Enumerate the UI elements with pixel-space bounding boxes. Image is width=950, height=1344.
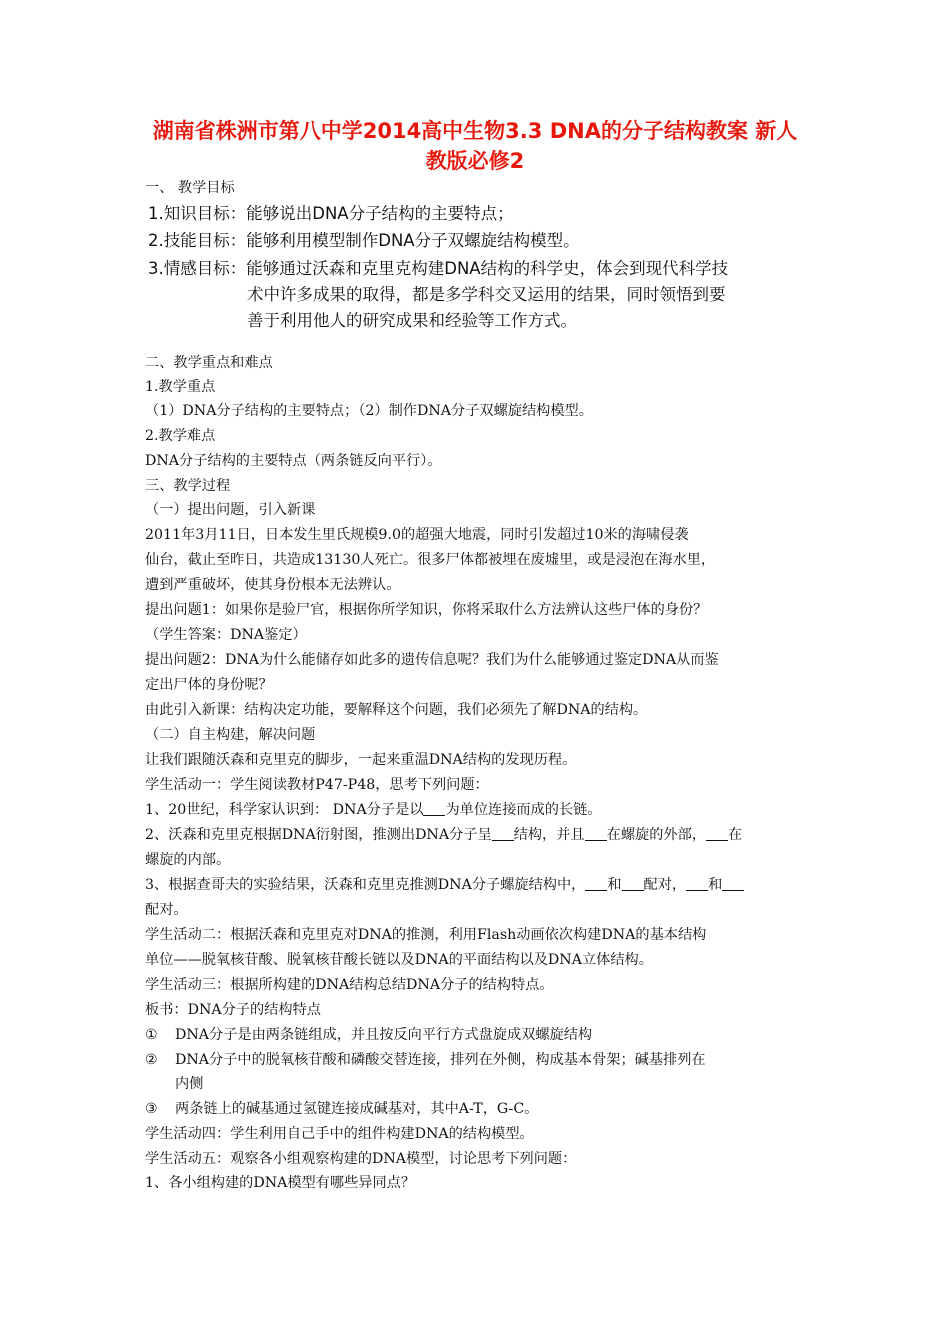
activity-2-line-1: 学生活动二：根据沃森和克里克对DNA的推测，利用Flash动画依次构建DNA的基本结构 [145, 927, 707, 943]
activity-5: 学生活动五：观察各小组观察构建的DNA模型，讨论思考下列问题： [145, 1151, 577, 1167]
difficulty-label: 2.教学难点 [145, 428, 216, 444]
question-2-line-2: 定出尸体的身份呢？ [145, 677, 273, 693]
question-1: 提出问题1：如果你是验尸官，根据你所学知识，你将采取什么方法辨认这些尸体的身份？ [145, 602, 708, 618]
intro-text: 由此引入新课：结构决定功能，要解释这个问题，我们必须先了解DNA的结构。 [145, 702, 648, 718]
objective-skill: 2.技能目标：能够利用模型制作DNA分子双螺旋结构模型。 [148, 231, 580, 250]
feature-1: ① DNA分子是由两条链组成，并且按反向平行方式盘旋成双螺旋结构 [145, 1024, 592, 1046]
answer-blank[interactable] [585, 825, 607, 841]
objective-emotion: 3.情感目标：能够通过沃森和克里克构建DNA结构的科学史，体会到现代科学技 [148, 259, 729, 278]
circled-number: ③ [145, 1101, 158, 1117]
answer-blank[interactable] [423, 800, 445, 816]
feature-3: ③ 两条链上的碱基通过氢键连接成碱基对，其中A-T，G-C。 [145, 1098, 538, 1120]
board-heading: 板书：DNA分子的结构特点 [145, 1002, 321, 1018]
answer-blank[interactable] [622, 875, 644, 891]
paragraph-earthquake-2: 仙台，截止至昨日，共造成13130人死亡。很多尸体都被埋在废墟里，或是浸泡在海水里， [145, 552, 716, 568]
key-points-label: 1.教学重点 [145, 379, 216, 395]
answer-blank[interactable] [706, 825, 728, 841]
key-points-text: （1）DNA分子结构的主要特点；（2）制作DNA分子双螺旋结构模型。 [145, 403, 593, 419]
difficulty-text: DNA分子结构的主要特点（两条链反向平行）。 [145, 453, 442, 469]
circled-number: ② [145, 1052, 158, 1068]
paragraph-earthquake-3: 遭到严重破坏，使其身份根本无法辨认。 [145, 577, 401, 593]
question-1-answer: （学生答案：DNA鉴定） [145, 627, 307, 643]
objective-emotion-cont-1: 术中许多成果的取得，都是多学科交叉运用的结果，同时领悟到要 [247, 285, 726, 304]
part2-heading: （二）自主构建，解决问题 [145, 727, 316, 743]
question-2-line-1: 提出问题2：DNA为什么能储存如此多的遗传信息呢？我们为什么能够通过鉴定DNA从而鉴 [145, 652, 719, 668]
section-heading-objectives: 一、 教学目标 [145, 180, 235, 196]
objective-emotion-cont-2: 善于利用他人的研究成果和经验等工作方式。 [247, 311, 577, 330]
fill-question-a: 1、20世纪，科学家认识到： DNA分子是以 为单位连接而成的长链。 [145, 802, 602, 818]
objective-knowledge: 1.知识目标：能够说出DNA分子结构的主要特点； [148, 204, 514, 223]
answer-blank[interactable] [722, 875, 744, 891]
final-question: 1、各小组构建的DNA模型有哪些异同点？ [145, 1175, 416, 1191]
answer-blank[interactable] [686, 875, 708, 891]
fill-question-b-cont: 螺旋的内部。 [145, 852, 231, 868]
feature-2-cont: 内侧 [175, 1076, 204, 1092]
fill-question-c: 3、根据查哥夫的实验结果，沃森和克里克推测DNA分子螺旋结构中， 和 配对， 和 [145, 874, 744, 896]
feature-2: ② DNA分子中的脱氧核苷酸和磷酸交替连接，排列在外侧，构成基本骨架；碱基排列在 [145, 1049, 706, 1071]
circled-number: ① [145, 1027, 158, 1043]
answer-blank[interactable] [492, 825, 514, 841]
paragraph-earthquake-1: 2011年3月11日，日本发生里氏规模9.0的超强大地震，同时引发超过10米的海啸侵袭 [145, 527, 689, 543]
title-line-2: 教版必修2 [425, 149, 525, 173]
section-heading-process: 三、教学过程 [145, 478, 231, 494]
activity-1: 学生活动一：学生阅读教材P47-P48，思考下列问题： [145, 777, 489, 793]
title-line-1: 湖南省株洲市第八中学2014高中生物3.3 DNA的分子结构教案 新人 [152, 119, 798, 143]
activity-2-line-2: 单位——脱氧核苷酸、脱氧核苷酸长链以及DNA的平面结构以及DNA立体结构。 [145, 952, 653, 968]
fill-question-b: 2、沃森和克里克根据DNA衍射图，推测出DNA分子呈 结构，并且 在螺旋的外部， 在 [145, 827, 743, 843]
answer-blank[interactable] [585, 875, 607, 891]
follow-text: 让我们跟随沃森和克里克的脚步，一起来重温DNA结构的发现历程。 [145, 752, 577, 768]
document-title [130, 116, 820, 176]
activity-4: 学生活动四：学生利用自己手中的组件构建DNA的结构模型。 [145, 1126, 534, 1142]
part1-heading: （一）提出问题，引入新课 [145, 502, 316, 518]
activity-3: 学生活动三：根据所构建的DNA结构总结DNA分子的结构特点。 [145, 977, 554, 993]
fill-question-c-cont: 配对。 [145, 902, 188, 918]
section-heading-key-points: 二、教学重点和难点 [145, 355, 273, 371]
